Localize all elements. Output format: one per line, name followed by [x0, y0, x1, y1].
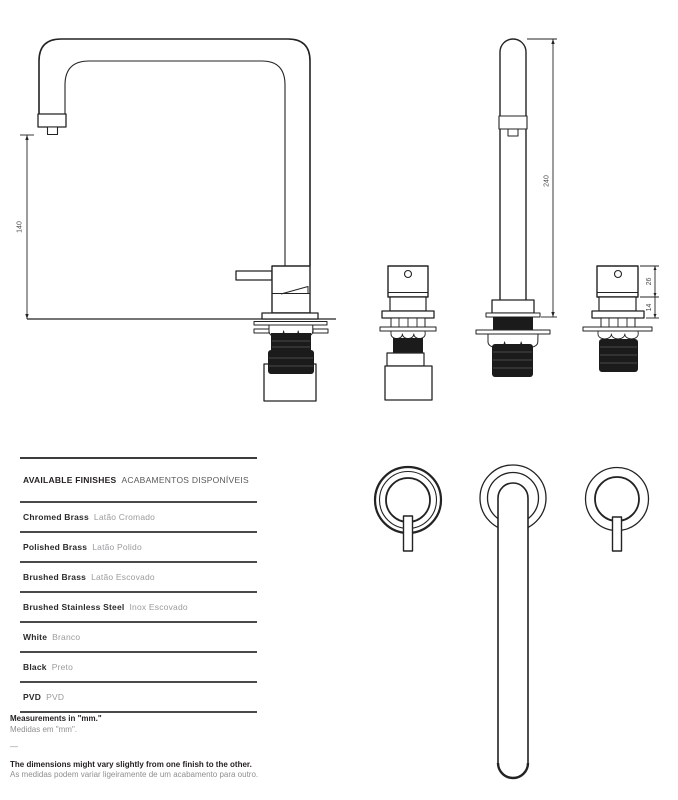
dimension-26-14	[640, 266, 659, 318]
finish-row-white	[20, 621, 257, 651]
dimension-label-height-140: 140	[16, 221, 24, 233]
disclaimer-note-en: The dimensions might vary slightly from one finish to the other.	[10, 759, 252, 769]
spout-tube	[498, 483, 528, 778]
finish-row-black	[20, 651, 257, 681]
finish-name-en: Black	[23, 662, 47, 672]
finish-row-pvd	[20, 681, 257, 711]
finish-name-en: Polished Brass	[23, 542, 88, 552]
valve-front-view-left	[380, 266, 436, 400]
finish-row-chromed-brass	[20, 501, 257, 531]
finish-row-brushed-brass	[20, 561, 257, 591]
available-finishes-table	[20, 457, 257, 713]
valve-front-view-right	[583, 266, 659, 372]
disclaimer-note-pt: As medidas podem variar ligeiramente de um acabamento para outro.	[10, 770, 259, 779]
note-separator: —	[10, 742, 18, 751]
lever-handle	[236, 271, 272, 280]
handle-stem	[404, 516, 413, 551]
finish-name-pt: PVD	[46, 692, 65, 702]
finishes-title-pt: ACABAMENTOS DISPONÍVEIS	[121, 475, 249, 485]
spout-inner	[65, 61, 285, 266]
faucet-side-view	[17, 39, 337, 401]
valve-top-view-right	[586, 468, 649, 552]
finish-name-pt: Latão Escovado	[91, 572, 155, 582]
finish-name-en: Chromed Brass	[23, 512, 89, 522]
finish-row-brushed-stainless-steel	[20, 591, 257, 621]
measurements-note-pt: Medidas em "mm".	[10, 724, 78, 734]
finish-name-en: Brushed Stainless Steel	[23, 602, 125, 612]
threaded-shank	[268, 333, 314, 374]
dimension-label-base-14: 14	[646, 303, 653, 312]
finish-name-pt: Preto	[51, 662, 74, 672]
spout-front-view	[476, 39, 557, 377]
handle-stem	[613, 517, 622, 551]
finish-name-pt: Inox Escovado	[129, 602, 188, 612]
dimension-140	[17, 135, 35, 319]
spout-outer	[39, 39, 310, 266]
threaded-shank	[599, 339, 638, 372]
finishes-table-header	[20, 457, 257, 501]
finishes-title-en: AVAILABLE FINISHES	[23, 475, 117, 485]
finish-name-pt: Latão Polido	[92, 542, 142, 552]
finish-name-en: White	[23, 632, 48, 642]
finish-name-en: Brushed Brass	[23, 572, 87, 582]
dimension-label-height-240: 240	[543, 175, 551, 187]
footnotes	[10, 714, 410, 781]
threaded-shank	[492, 344, 533, 377]
valve-top-view-left	[375, 467, 441, 551]
faucet-body	[272, 266, 310, 313]
dimension-240	[527, 39, 557, 317]
spout-top-view	[480, 465, 546, 778]
finish-name-en: PVD	[23, 692, 42, 702]
aerator	[48, 127, 58, 135]
spout-end	[38, 114, 66, 127]
dimension-label-body-26: 26	[646, 277, 653, 286]
finish-name-pt: Branco	[52, 632, 81, 642]
measurements-note-en: Measurements in "mm."	[10, 714, 102, 723]
flange	[262, 313, 318, 319]
finish-name-pt: Latão Cromado	[93, 512, 156, 522]
finish-row-polished-brass	[20, 531, 257, 561]
